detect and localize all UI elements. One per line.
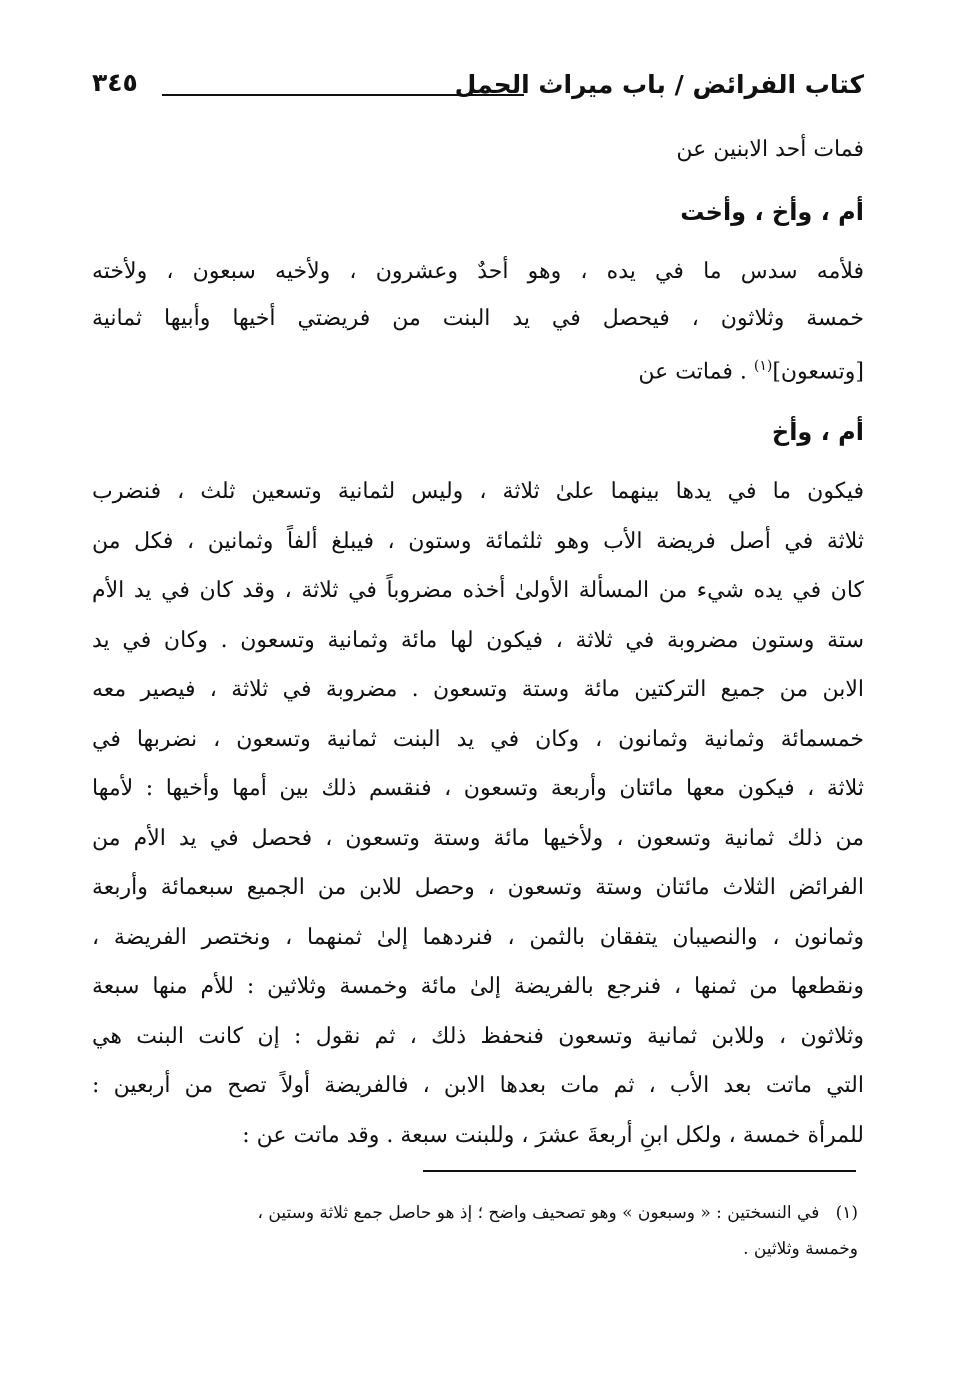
footnote-line	[88, 1198, 858, 1228]
bracketed-word: [وتسعون]	[772, 359, 864, 385]
body-line: وثمانون ، والنصيبان يتفقان بالثمن ، فنردهما إلىٰ ثمنهما ، ونختصر الفريضة ،	[92, 925, 864, 950]
page-number: ٣٤٥	[92, 68, 138, 97]
body-line: خمسمائة وثمانية وثمانون ، وكان في يد البنت ثمانية وتسعون ، نضربها في	[92, 727, 864, 752]
body-line: فلأمه سدس ما في يده ، وهو أحدٌ وعشرون ، ولأخيه سبعون ، ولأخته	[92, 259, 864, 284]
running-header	[92, 70, 864, 114]
line-tail: . فماتت عن	[638, 359, 754, 385]
body-line: وثلاثون ، وللابن ثمانية وتسعون فنحفظ ذلك ، ثم نقول : إن كانت البنت هي	[92, 1024, 864, 1049]
header-rule	[162, 94, 524, 96]
body-line: الابن من جميع التركتين مائة وستة وتسعون . مضروبة في ثلاثة ، فيصير معه	[92, 677, 864, 702]
body-line: ثلاثة ، فيكون معها مائتان وأربعة وتسعون ، فنقسم ذلك بين أمها وأخيها : لأمها	[92, 776, 864, 801]
heirs-heading: أم ، وأخ ، وأخت	[680, 198, 864, 226]
footnote-text: في النسختين : « وسبعون » وهو تصحيف واضح ؛ إذ هو حاصل جمع ثلاثة وستين ،	[257, 1203, 820, 1223]
body-line: للمرأة خمسة ، ولكل ابنِ أربعةَ عشرَ ، وللبنت سبعة . وقد ماتت عن :	[242, 1123, 864, 1148]
body-line: ثلاثة في أصل فريضة الأب وهو ثلثمائة وستون ، فيبلغ ألفاً وثمانين ، فكل من	[92, 529, 864, 554]
body-line: من ذلك ثمانية وتسعون ، ولأخيها مائة وستة وتسعون ، فحصل في يد الأم من	[92, 826, 864, 851]
body-line: كان في يده شيء من المسألة الأولىٰ أخذه مضروباً في ثلاثة ، وقد كان في يد الأم	[92, 578, 864, 603]
header-title: كتاب الفرائض / باب ميراث الحمل	[454, 70, 864, 99]
heirs-heading: أم ، وأخ	[771, 418, 864, 446]
body-line: الفرائض الثلاث مائتان وستة وتسعون ، وحصل للابن من الجميع سبعمائة وأربعة	[92, 875, 864, 900]
footnote-line: وخمسة وثلاثين .	[743, 1239, 858, 1259]
footnote-marker: (١)	[835, 1203, 858, 1223]
body-line: فمات أحد الابنين عن	[676, 137, 864, 162]
footnote-ref: (١)	[753, 358, 773, 374]
body-line: التي ماتت بعد الأب ، ثم مات بعدها الابن ، فالفريضة أولاً تصح من أربعين :	[92, 1073, 864, 1098]
footnote-rule	[423, 1170, 856, 1172]
body-line: فيكون ما في يدها بينهما علىٰ ثلاثة ، وليس لثمانية وتسعين ثلث ، فنضرب	[92, 479, 864, 504]
body-line: ونقطعها من ثمنها ، فنرجع بالفريضة إلىٰ مائة وخمسة وثلاثين : للأم منها سبعة	[92, 974, 864, 999]
body-line-with-note	[92, 346, 864, 392]
body-line: ستة وستون مضروبة في ثلاثة ، فيكون لها مائة وثمانية وتسعون . وكان في يد	[92, 628, 864, 653]
body-line: خمسة وثلاثون ، فيحصل في يد البنت من فريضتي أخيها وأبيها ثمانية	[92, 306, 864, 331]
